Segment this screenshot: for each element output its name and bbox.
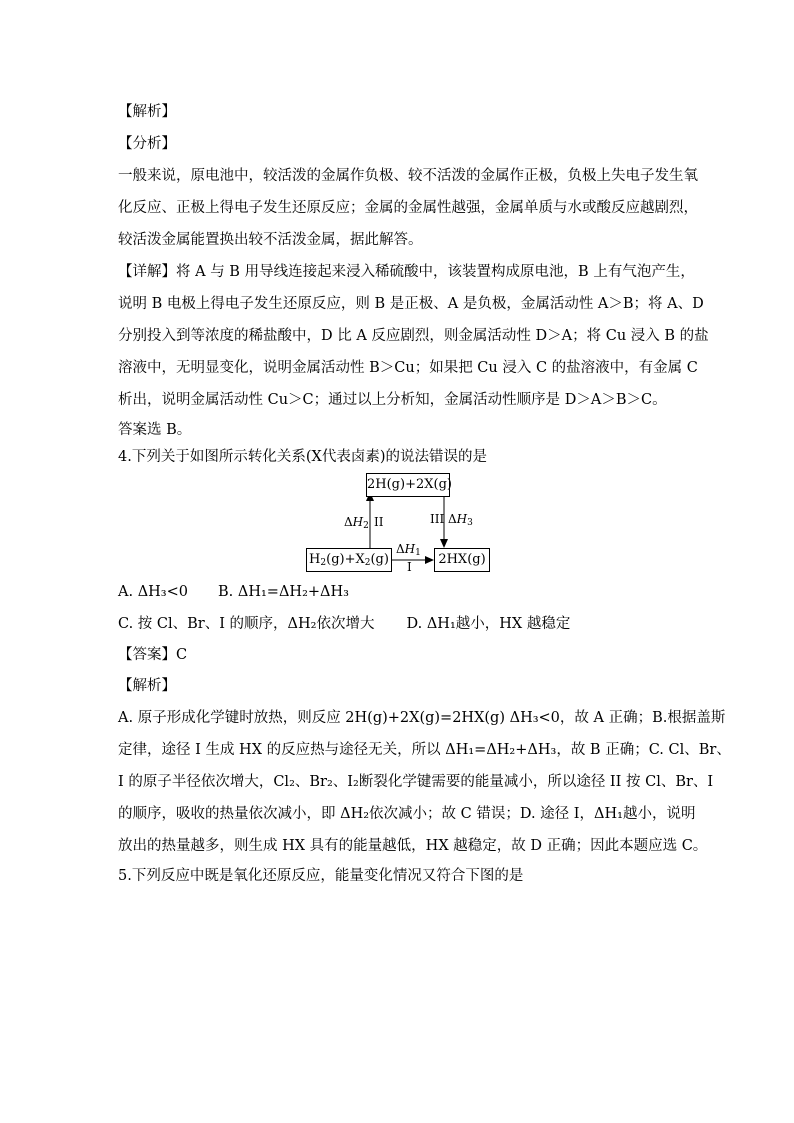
conversion-diagram (300, 470, 500, 580)
state-molecules-box (306, 548, 392, 572)
fenxi-line-3: 较活泼金属能置换出较不活泼金属，据此解答。 (118, 232, 423, 248)
dh2-delta: Δ (344, 515, 353, 529)
arrowhead-III (440, 539, 448, 548)
dh1-h: H (404, 542, 416, 556)
explanation-line-2: 定律，途径 I 生成 HX 的反应热与途径无关，所以 ΔH₁=ΔH₂+ΔH₃，故 B 正确；C. Cl、Br、 (118, 742, 731, 758)
xiangjie-line-1 (118, 262, 695, 282)
xiangjie-line-3: 分别投入到等浓度的稀盐酸中，D 比 A 反应剧烈，则金属活动性 D＞A；将 Cu 浸入 B 的盐 (118, 328, 709, 344)
option-d: D. ΔH₁越小，HX 越稳定 (406, 616, 571, 632)
label-route-I: I (407, 560, 412, 574)
dh2-h: H (352, 515, 364, 529)
state-product-box: 2HX(g) (434, 548, 490, 572)
box-left-e: (g) (370, 552, 389, 567)
xiangjie-line-2: 说明 B 电极上得电子发生还原反应，则 B 是正极、A 是负极，金属活动性 A＞B；将 A、D (118, 296, 704, 312)
box-left-d: 2 (364, 558, 371, 568)
options-row-1 (118, 582, 349, 602)
dh3-delta: Δ (448, 512, 457, 526)
box-left-c: (g)+X (326, 552, 365, 567)
question-4-stem: 4.下列关于如图所示转化关系(X代表卤素)的说法错误的是 (118, 449, 487, 465)
fenxi-line-1: 一般来说，原电池中，较活泼的金属作负极、较不活泼的金属作正极，负极上失电子发生氧 (118, 168, 698, 184)
dh2-sub: 2 (363, 521, 369, 531)
label-dh1 (396, 542, 421, 558)
option-b: B. ΔH₁=ΔH₂+ΔH₃ (218, 584, 349, 600)
explanation-line-5: 放出的热量越多，则生成 HX 具有的能量越低，HX 越稳定，故 D 正确；因此本题应选 C。 (118, 838, 708, 854)
xiangjie-text-1: 将 A 与 B 用导线连接起来浸入稀硫酸中，该装置构成原电池，B 上有气泡产生， (176, 264, 695, 280)
state-atoms-box: 2H(g)+2X(g) (366, 473, 450, 497)
question-5-stem: 5.下列反应中既是氧化还原反应，能量变化情况又符合下图的是 (118, 868, 524, 884)
xiangjie-line-5: 析出，说明金属活动性 Cu＞C；通过以上分析知，金属活动性顺序是 D＞A＞B＞C。 (118, 392, 667, 408)
jiexi-heading: 【解析】 (118, 104, 176, 120)
label-dh2 (344, 515, 369, 531)
label-route-II: II (374, 515, 384, 529)
dh1-sub: 1 (415, 548, 421, 558)
label-dh3 (448, 512, 473, 528)
q4-jiexi-heading: 【解析】 (118, 678, 176, 694)
box-left-b: 2 (320, 558, 327, 568)
box-left-a: H (309, 552, 321, 567)
options-row-2 (118, 614, 570, 634)
dh3-h: H (456, 512, 468, 526)
answer-line: 答案选 B。 (118, 422, 192, 438)
explanation-line-3: I 的原子半径依次增大，Cl₂、Br₂、I₂断裂化学键需要的能量减小，所以途径 II 按 Cl、Br、I (118, 774, 714, 790)
explanation-line-1: A. 原子形成化学键时放热，则反应 2H(g)+2X(g)=2HX(g) ΔH₃<0，故 A 正确；B.根据盖斯 (118, 710, 726, 726)
xiangjie-line-4: 溶液中，无明显变化，说明金属活动性 B＞Cu；如果把 Cu 浸入 C 的盐溶液中，有金属 C (118, 360, 698, 376)
option-c: C. 按 Cl、Br、I 的顺序，ΔH₂依次增大 (118, 616, 375, 632)
option-a: A. ΔH₃<0 (118, 584, 188, 600)
fenxi-line-2: 化反应、正极上得电子发生还原反应；金属的金属性越强，金属单质与水或酸反应越剧烈， (118, 200, 698, 216)
label-route-III: III (430, 512, 445, 526)
fenxi-heading: 【分析】 (118, 136, 176, 152)
arrowhead-I (425, 556, 434, 564)
explanation-line-4: 的顺序，吸收的热量依次减小，即 ΔH₂依次减小；故 C 错误；D. 途径 I，ΔH₁越小，说明 (118, 806, 696, 822)
dh3-sub: 3 (467, 518, 473, 528)
answer-heading: 【答案】C (118, 647, 188, 663)
dh1-delta: Δ (396, 542, 405, 556)
xiangjie-tag: 【详解】 (118, 264, 176, 280)
